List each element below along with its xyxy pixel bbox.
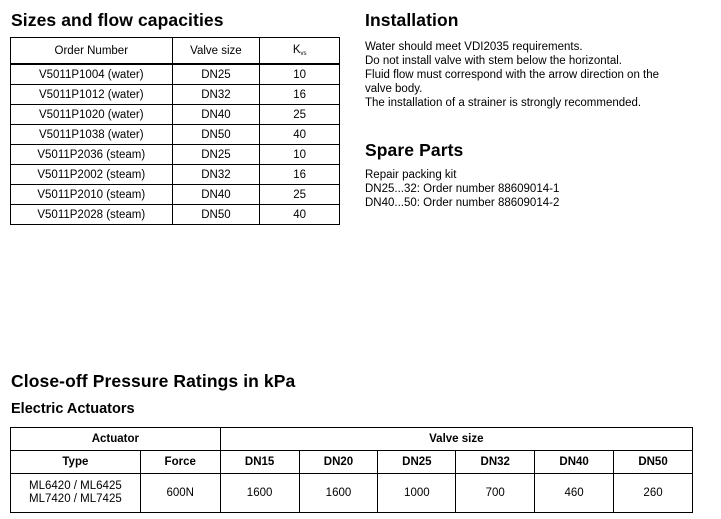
installation-title: Installation — [365, 10, 459, 30]
cell-kvs: 25 — [260, 105, 340, 125]
cell-order: V5011P1004 (water) — [11, 64, 173, 85]
table-row — [11, 64, 340, 85]
header-dn32: DN32 — [456, 451, 535, 474]
table-row — [11, 474, 693, 513]
header-dn25: DN25 — [378, 451, 456, 474]
installation-line: Water should meet VDI2035 requirements. — [365, 41, 583, 53]
header-dn50: DN50 — [614, 451, 693, 474]
header-valve-size-group: Valve size — [220, 428, 692, 451]
header-kvs — [260, 38, 340, 65]
spare-parts-text — [365, 168, 559, 210]
installation-text — [365, 40, 659, 110]
type-line: ML6420 / ML6425 — [29, 480, 122, 492]
cell-valve: DN25 — [172, 145, 260, 165]
header-order-number: Order Number — [11, 38, 173, 65]
table-row — [11, 165, 340, 185]
table-row — [11, 205, 340, 225]
installation-line: Fluid flow must correspond with the arrow direction on the — [365, 69, 660, 81]
spare-line: Repair packing kit — [365, 169, 457, 181]
cell-kvs: 40 — [260, 205, 340, 225]
cell-pressure: 1000 — [378, 474, 456, 513]
cell-kvs: 16 — [260, 85, 340, 105]
kvs-sub: vs — [300, 51, 307, 57]
cell-valve: DN25 — [172, 64, 260, 85]
cell-force: 600N — [140, 474, 220, 513]
sizes-header-row — [11, 38, 340, 65]
cell-order: V5011P1020 (water) — [11, 105, 173, 125]
cell-kvs: 10 — [260, 64, 340, 85]
pressure-header-row — [11, 451, 693, 474]
cell-valve: DN32 — [172, 165, 260, 185]
table-row — [11, 105, 340, 125]
cell-valve: DN40 — [172, 185, 260, 205]
cell-order: V5011P2028 (steam) — [11, 205, 173, 225]
table-row — [11, 185, 340, 205]
kvs-k: K — [292, 44, 301, 56]
cell-order: V5011P2002 (steam) — [11, 165, 173, 185]
installation-line: The installation of a strainer is strongly recommended. — [365, 97, 642, 109]
cell-order: V5011P2036 (steam) — [11, 145, 173, 165]
cell-order: V5011P1012 (water) — [11, 85, 173, 105]
cell-kvs: 16 — [260, 165, 340, 185]
cell-type — [11, 474, 141, 513]
sizes-title: Sizes and flow capacities — [11, 10, 224, 30]
table-row — [11, 125, 340, 145]
cell-kvs: 40 — [260, 125, 340, 145]
header-dn15: DN15 — [220, 451, 299, 474]
table-row — [11, 145, 340, 165]
cell-valve: DN40 — [172, 105, 260, 125]
header-dn40: DN40 — [535, 451, 614, 474]
cell-valve: DN32 — [172, 85, 260, 105]
table-row — [11, 85, 340, 105]
cell-pressure: 700 — [456, 474, 535, 513]
installation-line: valve body. — [365, 83, 423, 95]
sizes-table — [10, 37, 340, 225]
spare-line: DN40...50: Order number 88609014-2 — [365, 197, 560, 209]
header-type: Type — [11, 451, 141, 474]
cell-kvs: 10 — [260, 145, 340, 165]
header-actuator-group: Actuator — [11, 428, 221, 451]
header-valve-size: Valve size — [172, 38, 260, 65]
cell-order: V5011P2010 (steam) — [11, 185, 173, 205]
cell-kvs: 25 — [260, 185, 340, 205]
cell-valve: DN50 — [172, 125, 260, 145]
type-line: ML7420 / ML7425 — [29, 493, 122, 505]
cell-pressure: 1600 — [299, 474, 378, 513]
pressure-group-row — [11, 428, 693, 451]
cell-pressure: 260 — [614, 474, 693, 513]
spare-line: DN25...32: Order number 88609014-1 — [365, 183, 560, 195]
pressure-subtitle: Electric Actuators — [11, 401, 135, 417]
pressure-title: Close-off Pressure Ratings in kPa — [11, 371, 296, 391]
installation-line: Do not install valve with stem below the horizontal. — [365, 55, 622, 67]
header-force: Force — [140, 451, 220, 474]
pressure-table — [10, 427, 693, 513]
cell-pressure: 460 — [535, 474, 614, 513]
cell-order: V5011P1038 (water) — [11, 125, 173, 145]
header-dn20: DN20 — [299, 451, 378, 474]
cell-pressure: 1600 — [220, 474, 299, 513]
cell-valve: DN50 — [172, 205, 260, 225]
spare-parts-title: Spare Parts — [365, 140, 464, 160]
